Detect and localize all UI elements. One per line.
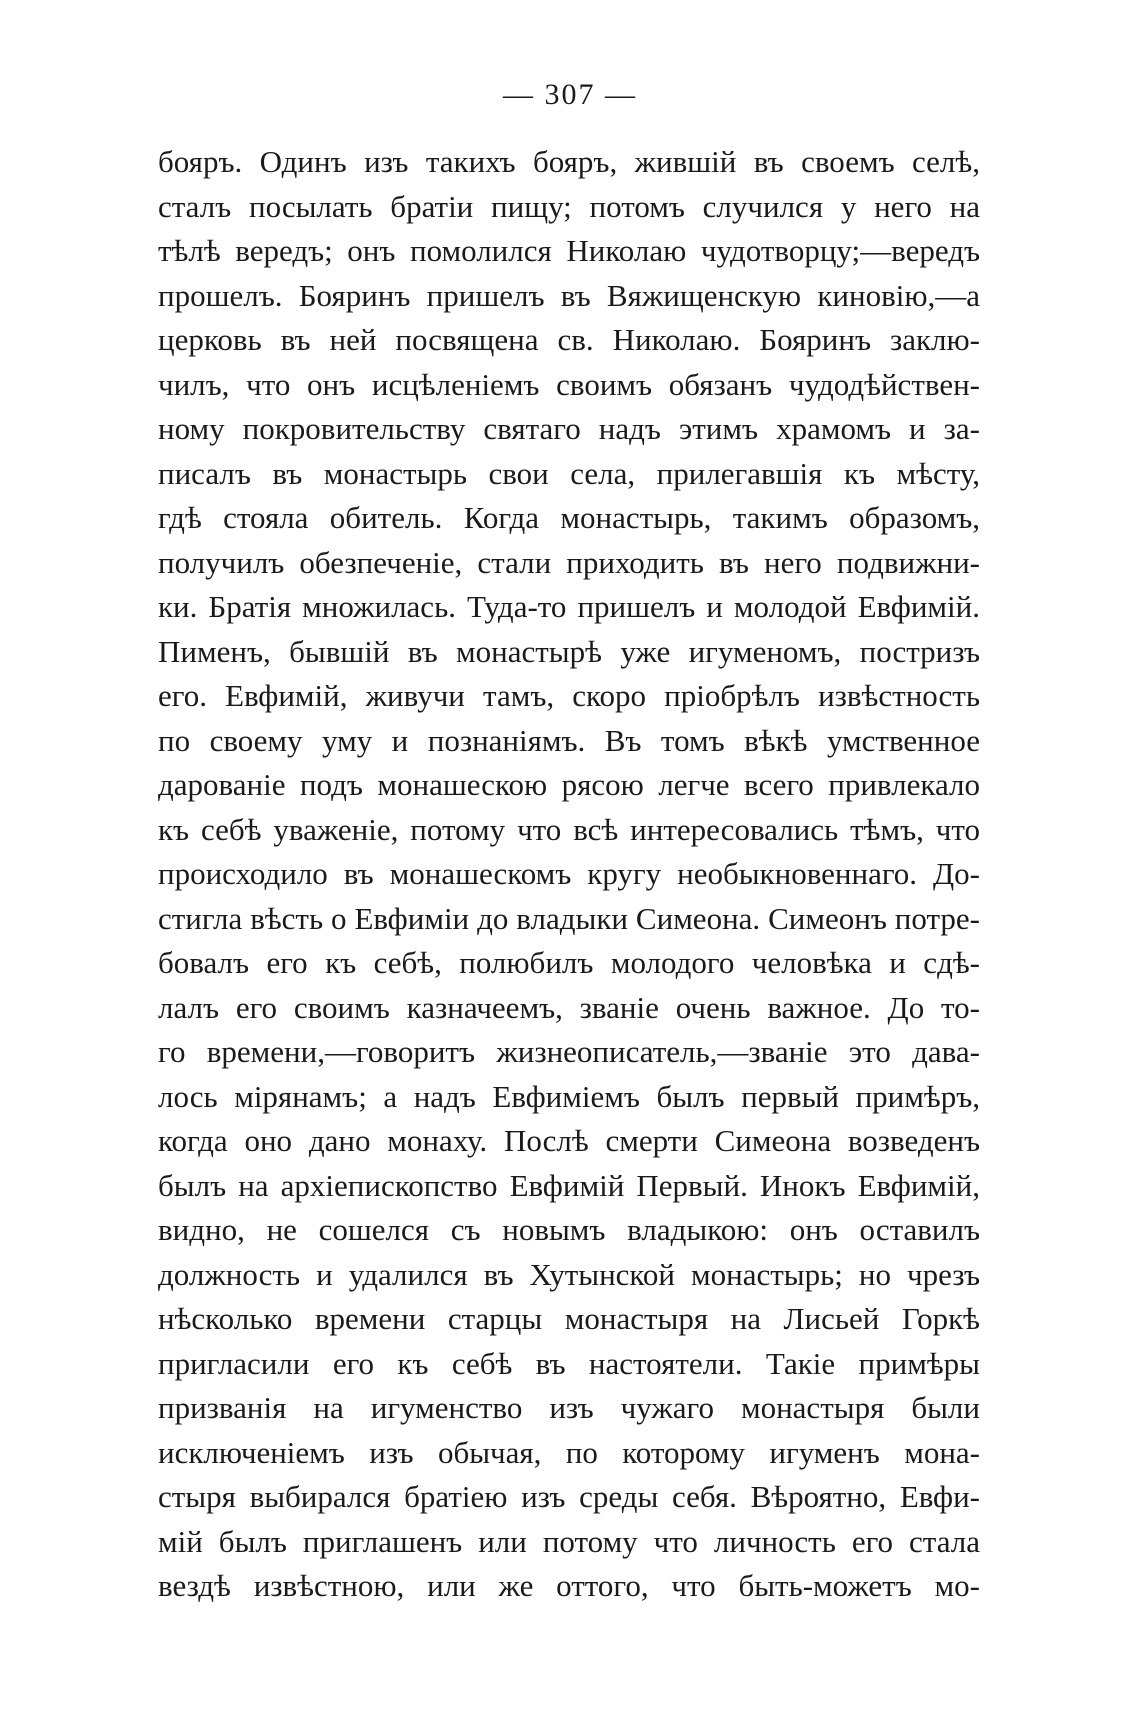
text-line: призванія на игуменство изъ чужаго монастыря были: [158, 1390, 980, 1425]
text-line: лалъ его своимъ казначеемъ, званіе очень важное. До то-: [158, 989, 980, 1025]
text-line: къ себѣ уваженіе, потому что всѣ интересовались тѣмъ, что: [158, 811, 980, 847]
text-line: исключеніемъ изъ обычая, по которому игуменъ мона-: [158, 1434, 980, 1470]
body-text: [158, 140, 980, 1609]
text-line: должность и удалился въ Хутынской монастырь; но чрезъ: [158, 1256, 980, 1292]
text-line: гдѣ стояла обитель. Когда монастырь, такимъ образомъ,: [158, 500, 980, 535]
text-line: получилъ обезпеченіе, стали приходить въ него подвижни-: [158, 544, 980, 580]
text-line: его. Евфимій, живучи тамъ, скоро пріобрѣлъ извѣстность: [158, 678, 980, 713]
text-line: видно, не сошелся съ новымъ владыкою: онъ оставилъ: [158, 1212, 980, 1247]
text-line: ки. Братія множилась. Туда-то пришелъ и молодой Евфимій.: [158, 589, 980, 624]
text-line: тѣлѣ вередъ; онъ помолился Николаю чудотворцу;—вередъ: [158, 233, 980, 268]
text-line: писалъ въ монастырь свои села, прилегавшія къ мѣсту,: [158, 455, 980, 491]
text-line: былъ на архіепископство Евфимій Первый. Инокъ Евфимій,: [158, 1167, 980, 1203]
text-line: го времени,—говоритъ жизнеописатель,—званіе это дава-: [158, 1034, 980, 1069]
text-line: вездѣ извѣстною, или же оттого, что быть-можетъ мо-: [158, 1568, 980, 1603]
text-line: Пименъ, бывшій въ монастырѣ уже игуменомъ, постризъ: [158, 633, 980, 669]
text-line: лось мірянамъ; а надъ Евфиміемъ былъ первый примѣръ,: [158, 1078, 980, 1114]
text-line: ному покровительству святаго надъ этимъ храмомъ и за-: [158, 411, 980, 446]
text-line: по своему уму и познаніямъ. Въ томъ вѣкѣ умственное: [158, 722, 980, 758]
text-line: стыря выбирался братіею изъ среды себя. Вѣроятно, Евфи-: [158, 1479, 980, 1514]
text-line: прошелъ. Бояринъ пришелъ въ Вяжищенскую киновію,—а: [158, 277, 980, 313]
text-line: дарованіе подъ монашескою рясою легче всего привлекало: [158, 767, 980, 802]
text-line: сталъ посылать братіи пищу; потомъ случился у него на: [158, 188, 980, 224]
page-number: — 307 —: [503, 78, 637, 111]
text-line: нѣсколько времени старцы монастыря на Лисьей Горкѣ: [158, 1301, 980, 1336]
text-line: бовалъ его къ себѣ, полюбилъ молодого человѣка и сдѣ-: [158, 945, 980, 980]
text-line: пригласили его къ себѣ въ настоятели. Такіе примѣры: [158, 1345, 980, 1381]
text-line: стигла вѣсть о Евфиміи до владыки Симеона. Симеонъ потре-: [158, 900, 980, 936]
text-line: чилъ, что онъ исцѣленіемъ своимъ обязанъ чудодѣйствен-: [158, 366, 980, 402]
text-line: мій былъ приглашенъ или потому что личность его стала: [158, 1523, 980, 1559]
text-line: бояръ. Одинъ изъ такихъ бояръ, жившій въ своемъ селѣ,: [158, 144, 980, 179]
text-line: происходило въ монашескомъ кругу необыкновеннаго. До-: [158, 856, 980, 891]
text-line: когда оно дано монаху. Послѣ смерти Симеона возведенъ: [158, 1123, 980, 1158]
text-line: церковь въ ней посвящена св. Николаю. Бояринъ заклю-: [158, 322, 980, 357]
